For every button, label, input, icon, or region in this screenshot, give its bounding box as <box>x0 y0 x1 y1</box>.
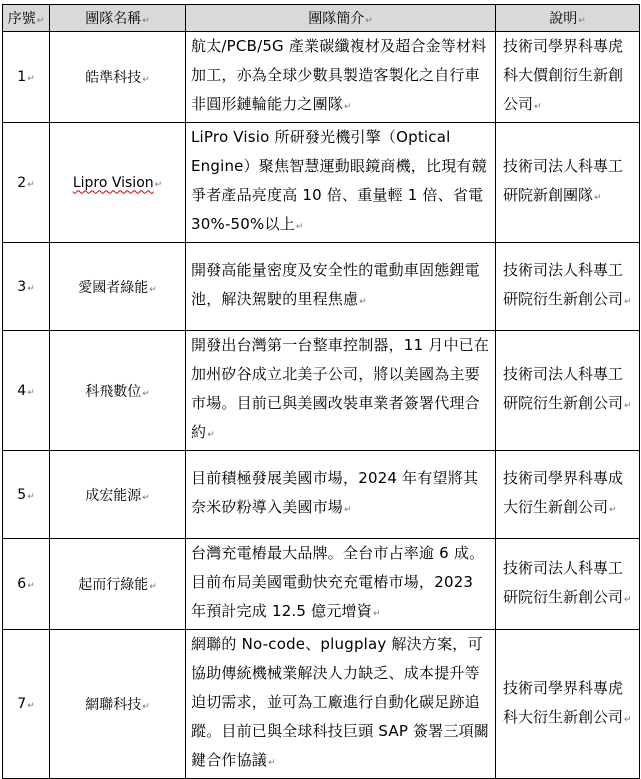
team-desc: 技術司法人科專工研院衍生新創公司↵ <box>496 331 640 451</box>
team-name: 科飛數位↵ <box>50 331 186 451</box>
row-number: 2↵ <box>3 123 50 243</box>
team-name: Lipro Vision↵ <box>50 123 186 243</box>
team-table <box>2 4 640 779</box>
team-intro: 目前積極發展美國市場，2024 年有望將其奈米矽粉導入美國市場↵ <box>186 451 496 539</box>
table-row <box>3 539 640 630</box>
row-number: 4↵ <box>3 331 50 451</box>
team-intro: 台灣充電樁最大品牌。全台市占率逾 6 成。目前布局美國電動快充充電樁市場，2023 年預計完成 12.5 億元增資↵ <box>186 539 496 630</box>
header-no: 序號↵ <box>3 5 50 32</box>
table-row <box>3 630 640 779</box>
header-row <box>3 5 640 32</box>
row-number: 7↵ <box>3 630 50 779</box>
team-intro: 開發高能量密度及安全性的電動車固態鋰電池，解決駕駛的里程焦慮↵ <box>186 243 496 331</box>
header-desc: 說明↵ <box>496 5 640 32</box>
team-name: 皓準科技↵ <box>50 32 186 123</box>
team-intro: 航太/PCB/5G 產業碳纖複材及超合金等材料加工，亦為全球少數具製造客製化之自行車非圓形鏈輪能力之團隊↵ <box>186 32 496 123</box>
team-intro: LiPro Visio 所研發光機引擎（Optical Engine）聚焦智慧運動眼鏡商機，比現有競爭者產品亮度高 10 倍、重量輕 1 倍、省電 30%-50%以上↵ <box>186 123 496 243</box>
row-number: 6↵ <box>3 539 50 630</box>
team-name: 網聯科技↵ <box>50 630 186 779</box>
team-desc: 技術司學界科專虎科大衍生新創公司↵ <box>496 630 640 779</box>
table-row <box>3 243 640 331</box>
team-intro: 開發出台灣第一台整車控制器，11 月中已在加州矽谷成立北美子公司，將以美國為主要市場。目前已與美國改裝車業者簽署代理合約↵ <box>186 331 496 451</box>
header-intro: 團隊簡介↵ <box>186 5 496 32</box>
row-number: 5↵ <box>3 451 50 539</box>
team-desc: 技術司法人科專工研院衍生新創公司↵ <box>496 243 640 331</box>
team-desc: 技術司學界科專虎科大價創衍生新創公司↵ <box>496 32 640 123</box>
row-number: 1↵ <box>3 32 50 123</box>
team-desc: 技術司法人科專工研院衍生新創公司↵ <box>496 539 640 630</box>
team-name: 愛國者綠能↵ <box>50 243 186 331</box>
team-name: 起而行綠能↵ <box>50 539 186 630</box>
table-row <box>3 32 640 123</box>
row-number: 3↵ <box>3 243 50 331</box>
table-row <box>3 331 640 451</box>
team-desc: 技術司學界科專成大衍生新創公司↵ <box>496 451 640 539</box>
header-name: 團隊名稱↵ <box>50 5 186 32</box>
table-row <box>3 123 640 243</box>
table-row <box>3 451 640 539</box>
team-desc: 技術司法人科專工研院新創團隊↵ <box>496 123 640 243</box>
team-intro: 網聯的 No-code、plugplay 解決方案，可協助傳統機械業解決人力缺乏、成本提升等迫切需求，並可為工廠進行自動化碳足跡追蹤。目前已與全球科技巨頭 SAP 簽署三項關鍵合作協議↵ <box>186 630 496 779</box>
team-name: 成宏能源↵ <box>50 451 186 539</box>
